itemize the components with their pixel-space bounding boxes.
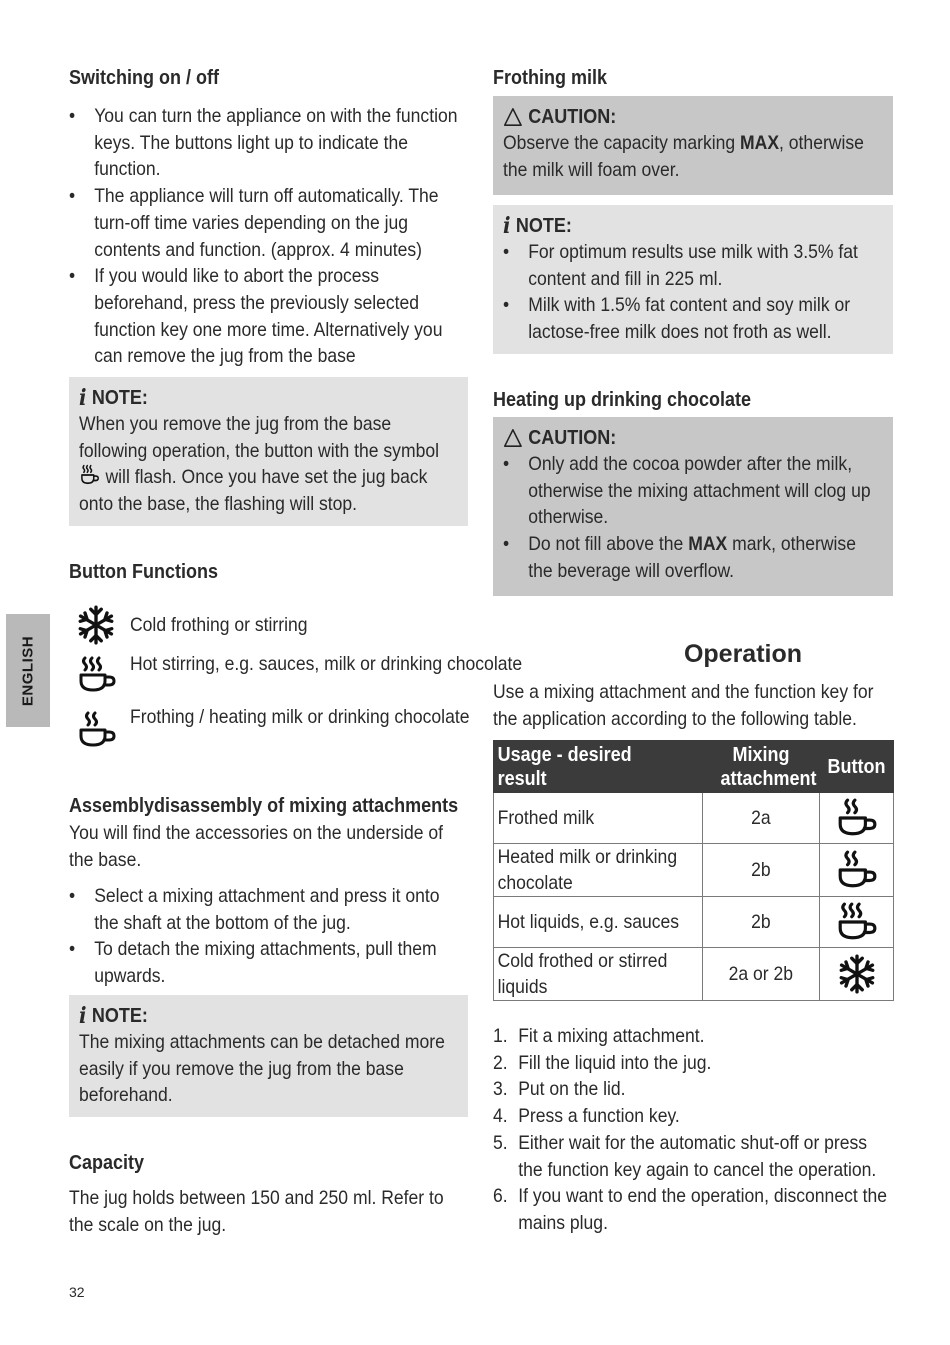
list-item: • For optimum results use milk with 3.5% fat content and fill in 225 ml.	[503, 239, 883, 292]
list-item	[503, 531, 883, 584]
warning-triangle-icon	[503, 428, 523, 448]
note-text: The mixing attachments can be detached more easily if you remove the jug from the base beforehand.	[79, 1031, 445, 1107]
list-item	[493, 1183, 893, 1236]
list-item: • Select a mixing attachment and press it onto the shaft at the bottom of the jug.	[69, 883, 469, 936]
list-item: • Milk with 1.5% fat content and soy milk or lactose-free milk does not froth as well.	[503, 292, 883, 345]
info-icon: i	[503, 213, 511, 239]
usage-cell: Frothed milk	[494, 793, 703, 844]
button-cell	[820, 793, 894, 844]
column-header-usage: Usage - desired result	[494, 741, 703, 793]
list-item: • Only add the cocoa powder after the milk, otherwise the mixing attachment will clog up otherwise.	[503, 451, 883, 531]
caution-text-part1: Do not fill above the	[528, 533, 689, 556]
operation-intro: Use a mixing attachment and the function key for the application according to the following table.	[493, 681, 874, 730]
column-header-attachment: Mixing attachment	[703, 741, 820, 793]
caution-box-frothing	[493, 96, 893, 195]
caution-header	[503, 104, 845, 130]
step-text: Fit a mixing attachment.	[518, 1025, 705, 1047]
list-item	[493, 1023, 893, 1050]
button-functions-title: Button Functions	[69, 561, 218, 583]
list-item	[493, 1130, 893, 1183]
cup-three-steam-icon	[77, 655, 117, 695]
list-item: • The appliance will turn off automatically. The turn-off time varies depending on the jug contents and function. (approx. 4 minutes)	[69, 183, 469, 263]
attachment-cell: 2a	[703, 793, 820, 844]
note-label: NOTE:	[91, 387, 148, 409]
note-label: NOTE:	[91, 1005, 148, 1027]
step-text: Either wait for the automatic shut-off or press the function key again to cancel the operation.	[518, 1131, 877, 1181]
info-icon: i	[79, 1003, 87, 1029]
note-header	[503, 213, 845, 239]
function-label-cold: Cold frothing or stirring	[130, 614, 308, 636]
chocolate-title: Heating up drinking chocolate	[493, 389, 752, 411]
step-text: Fill the liquid into the jug.	[518, 1051, 712, 1074]
switching-bullets	[69, 103, 469, 370]
note-box-1	[69, 377, 468, 526]
step-number: 3.	[493, 1078, 508, 1101]
step-number: 4.	[493, 1105, 508, 1128]
list-item: • You can turn the appliance on with the function keys. The buttons light up to indicate the function.	[69, 103, 469, 183]
cup-three-steam-icon	[79, 464, 101, 486]
note-bullets	[503, 239, 883, 346]
note-text-part1: When you remove the jug from the base following operation, the button with the symbol	[79, 413, 439, 462]
cup-two-steam-icon	[836, 797, 878, 839]
button-cell	[820, 897, 894, 948]
caution-text-part1: Observe the capacity marking	[503, 132, 741, 154]
note-label: NOTE:	[515, 215, 572, 237]
note-text	[79, 411, 459, 518]
list-item	[493, 1050, 893, 1077]
cup-three-steam-icon	[836, 901, 878, 943]
note-header	[79, 385, 420, 411]
list-item	[493, 1103, 893, 1130]
list-item: • To detach the mixing attachments, pull them upwards.	[69, 936, 469, 989]
capacity-title: Capacity	[69, 1152, 145, 1174]
usage-cell: Cold frothed or stirred liquids	[494, 948, 703, 1001]
usage-cell: Hot liquids, e.g. sauces	[494, 897, 703, 948]
info-icon: i	[79, 385, 87, 411]
step-number: 2.	[493, 1051, 508, 1074]
assembly-title: Assemblydisassembly of mixing attachments	[69, 795, 459, 817]
max-mark: MAX	[688, 533, 728, 556]
caution-header	[503, 425, 845, 451]
frothing-title: Frothing milk	[493, 67, 608, 89]
caution-label: CAUTION:	[528, 427, 617, 449]
operation-steps	[493, 1023, 893, 1237]
operation-table	[493, 740, 894, 1001]
attachment-cell: 2b	[703, 844, 820, 897]
switching-title: Switching on / off	[69, 67, 219, 89]
button-cell	[820, 948, 894, 1001]
caution-text-part2: mark, otherwise the beverage will overflow.	[528, 533, 856, 582]
function-label-hot: Hot stirring, e.g. sauces, milk or drinking chocolate	[130, 653, 523, 675]
note-header	[79, 1003, 420, 1029]
table-row	[494, 948, 894, 1001]
attachment-cell: 2a or 2b	[703, 948, 820, 1001]
caution-text	[503, 130, 883, 183]
note-box-2	[69, 995, 468, 1117]
caution-text-part2: , otherwise the milk will foam over.	[503, 132, 864, 181]
list-item	[493, 1076, 893, 1103]
column-header-button: Button	[820, 741, 894, 793]
cup-two-steam-icon	[77, 710, 117, 750]
step-number: 1.	[493, 1025, 508, 1047]
language-tab-label: ENGLISH	[19, 635, 37, 706]
note-text-part2: will flash. Once you have set the jug back onto the base, the flashing will stop.	[79, 466, 428, 516]
note-box-frothing	[493, 205, 893, 354]
table-header-row	[494, 741, 894, 793]
cup-two-steam-icon	[836, 849, 878, 891]
step-number: 5.	[493, 1131, 508, 1154]
usage-cell: Heated milk or drinking chocolate	[494, 844, 703, 897]
attachment-cell: 2b	[703, 897, 820, 948]
step-text: If you want to end the operation, disconnect the mains plug.	[518, 1185, 888, 1234]
list-item: • If you would like to abort the process beforehand, press the previously selected function key one more time. Alternatively you can remove the jug from the base	[69, 263, 469, 370]
assembly-bullets	[69, 883, 469, 990]
step-text: Press a function key.	[518, 1105, 680, 1128]
table-row	[494, 844, 894, 897]
function-label-froth: Frothing / heating milk or drinking chocolate	[130, 706, 470, 728]
table-row	[494, 793, 894, 844]
assembly-intro: You will find the accessories on the underside of the base.	[69, 822, 443, 871]
language-tab	[6, 614, 50, 727]
caution-bullets	[503, 451, 883, 585]
snowflake-icon	[836, 953, 878, 995]
table-row	[494, 897, 894, 948]
operation-title: Operation	[683, 640, 803, 668]
step-text: Put on the lid.	[518, 1078, 626, 1101]
warning-triangle-icon	[503, 107, 523, 127]
max-mark: MAX	[740, 132, 780, 154]
caution-box-chocolate	[493, 417, 893, 596]
page-number: 32	[69, 1284, 85, 1300]
button-cell	[820, 844, 894, 897]
snowflake-icon	[75, 604, 117, 646]
capacity-text: The jug holds between 150 and 250 ml. Refer to the scale on the jug.	[69, 1187, 444, 1236]
caution-label: CAUTION:	[528, 106, 617, 128]
step-number: 6.	[493, 1185, 508, 1208]
